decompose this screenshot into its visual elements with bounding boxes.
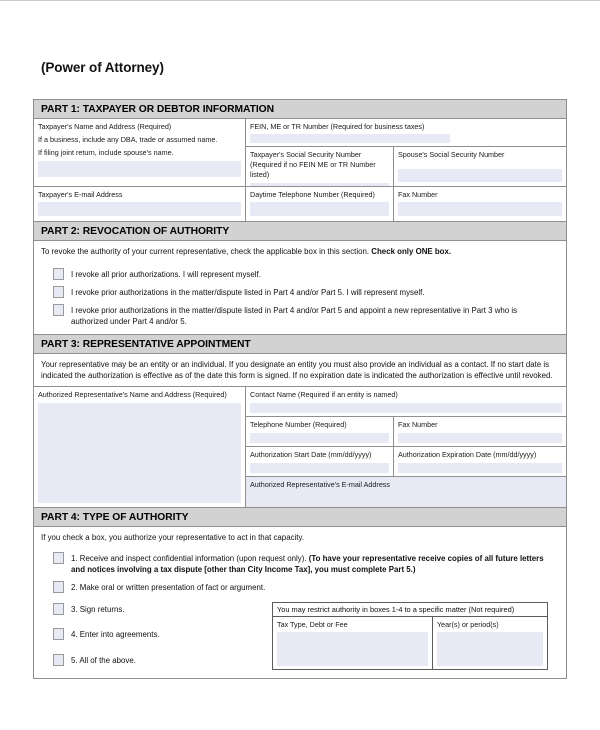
representative-fax-field[interactable]: [394, 417, 566, 447]
part2-option-1-label: I revoke all prior authorizations. I will represent myself.: [71, 270, 261, 280]
part4-option-3[interactable]: [41, 603, 265, 616]
part4-options-bottom-list: [34, 603, 272, 667]
representative-telephone-label: Telephone Number (Required): [250, 420, 347, 430]
part4-option-1-emphasis: (To have your representative receive copies of all future letters and notices involving a tax dispute [other than City Income Tax], you must complete Part 5.): [71, 553, 544, 575]
part2-option-3-label: I revoke prior authorizations in the matter/dispute listed in Part 4 and/or Part 5 and appoint a new representative in Part 3 who is authorized under Part 4 and/or 5.: [71, 305, 518, 327]
taxpayer-fax-field[interactable]: [394, 187, 566, 221]
part2-intro: [34, 241, 566, 261]
part2-option-2[interactable]: [41, 286, 559, 299]
authorization-start-date-label: Authorization Start Date (mm/dd/yyyy): [250, 450, 372, 460]
part1-right-column: [246, 119, 566, 221]
restriction-table-columns: [273, 617, 547, 669]
checkbox-icon[interactable]: [53, 654, 64, 666]
spouse-ssn-label: Spouse's Social Security Number: [398, 150, 505, 159]
representative-fax-label: Fax Number: [398, 420, 438, 430]
authorization-expiration-date-input[interactable]: [398, 463, 562, 473]
taxpayer-name-note-2: If filing joint return, include spouse's name.: [38, 148, 174, 158]
representative-name-address-field[interactable]: [34, 387, 246, 507]
representative-name-address-label: Authorized Representative's Name and Address (Required): [38, 390, 227, 400]
taxpayer-fax-input[interactable]: [398, 202, 562, 216]
representative-email-label: Authorized Representative's E-mail Address: [250, 480, 390, 490]
part4-intro: If you check a box, you authorize your representative to act in that capacity.: [41, 533, 305, 543]
daytime-telephone-input[interactable]: [250, 202, 389, 216]
taxpayer-fax-label: Fax Number: [398, 190, 438, 199]
part4-options-bottom: [34, 594, 272, 673]
fein-me-tr-label: FEIN, ME or TR Number (Required for business taxes): [250, 122, 425, 131]
tax-type-header: Tax Type, Debt or Fee: [277, 619, 348, 629]
page-top-rule: [0, 0, 600, 1]
authorization-expiration-date-label: Authorization Expiration Date (mm/dd/yyyy): [398, 450, 537, 460]
authorization-start-date-input[interactable]: [250, 463, 389, 473]
authorization-expiration-date-field[interactable]: [394, 447, 566, 477]
taxpayer-name-address-field[interactable]: [34, 119, 246, 187]
part3-dates-row: [246, 447, 566, 477]
part1-left-column: [34, 119, 246, 221]
spouse-ssn-input[interactable]: [398, 169, 562, 182]
power-of-attorney-form: [33, 99, 567, 679]
part3-heading: PART 3: REPRESENTATIVE APPOINTMENT: [34, 334, 566, 354]
part2-option-3[interactable]: [41, 304, 559, 328]
taxpayer-name-address-label: Taxpayer's Name and Address (Required): [38, 122, 172, 131]
representative-fax-input[interactable]: [398, 433, 562, 443]
fein-me-tr-field[interactable]: [246, 119, 566, 147]
checkbox-icon[interactable]: [53, 286, 64, 298]
part4-option-3-label: 3. Sign returns.: [71, 604, 125, 614]
part2-heading: PART 2: REVOCATION OF AUTHORITY: [34, 221, 566, 241]
part4-option-5-label: 5. All of the above.: [71, 655, 136, 665]
taxpayer-name-note-1: If a business, include any DBA, trade or assumed name.: [38, 135, 218, 145]
ssn-row: [246, 147, 566, 187]
taxpayer-name-address-input[interactable]: [38, 161, 241, 177]
daytime-telephone-label: Daytime Telephone Number (Required): [250, 190, 375, 199]
part2-option-1[interactable]: [41, 268, 559, 281]
restriction-table: [272, 602, 548, 670]
part4-options-top: [34, 545, 566, 594]
part2-intro-plain: To revoke the authority of your current representative, check the applicable box in this section.: [41, 247, 372, 256]
tax-type-column[interactable]: [273, 617, 433, 669]
part3-right-column: [246, 387, 566, 507]
part3-intro: Your representative may be an entity or an individual. If you designate an entity you must also provide an individual as a contact. If no start date is indicated the authorization is effective as of the date this form is signed. If no expiration date is indicated the authorization is effective until revoked.: [34, 354, 566, 388]
spouse-ssn-field[interactable]: [394, 147, 566, 187]
part4-option-4-label: 4. Enter into agreements.: [71, 630, 160, 640]
years-periods-column[interactable]: [433, 617, 547, 669]
tax-type-input[interactable]: [277, 632, 428, 666]
restriction-table-heading: You may restrict authority in boxes 1-4 to a specific matter (Not required): [273, 603, 547, 617]
part3-grid: [34, 387, 566, 507]
part4-option-1-label: [71, 552, 559, 576]
part4-option-1[interactable]: [41, 552, 559, 576]
part1-heading: PART 1: TAXPAYER OR DEBTOR INFORMATION: [34, 100, 566, 119]
taxpayer-email-label: Taxpayer's E-mail Address: [38, 190, 123, 199]
checkbox-icon[interactable]: [53, 304, 64, 316]
checkbox-icon[interactable]: [53, 268, 64, 280]
part4-lower-section: [34, 594, 566, 678]
years-periods-input[interactable]: [437, 632, 543, 666]
contact-name-label: Contact Name (Required if an entity is named): [250, 390, 398, 400]
part4-heading: PART 4: TYPE OF AUTHORITY: [34, 507, 566, 527]
checkbox-icon[interactable]: [53, 628, 64, 640]
part3-phone-fax-row: [246, 417, 566, 447]
taxpayer-ssn-label: Taxpayer's Social Security Number (Required if no FEIN ME or TR Number listed): [250, 150, 376, 180]
taxpayer-ssn-field[interactable]: [246, 147, 394, 187]
representative-telephone-input[interactable]: [250, 433, 389, 443]
part3-left-column: [34, 387, 246, 507]
page-title: (Power of Attorney): [41, 60, 164, 75]
part4-option-4[interactable]: [41, 628, 265, 641]
part2-options: [34, 261, 566, 333]
contact-name-field[interactable]: [246, 387, 566, 417]
years-periods-header: Year(s) or period(s): [437, 619, 499, 629]
part2-intro-emphasis: Check only ONE box.: [371, 247, 452, 256]
part1-grid: [34, 119, 566, 221]
restriction-table-wrapper: [272, 594, 566, 678]
representative-email-field[interactable]: [246, 477, 566, 507]
taxpayer-email-input[interactable]: [38, 202, 241, 216]
part4-option-2[interactable]: [41, 581, 559, 594]
taxpayer-email-field[interactable]: [34, 187, 246, 221]
authorization-start-date-field[interactable]: [246, 447, 394, 477]
daytime-telephone-field[interactable]: [246, 187, 394, 221]
fein-me-tr-input[interactable]: [250, 134, 450, 143]
part4-option-5[interactable]: [41, 654, 265, 667]
checkbox-icon[interactable]: [53, 552, 64, 564]
phone-fax-row: [246, 187, 566, 221]
representative-name-address-input[interactable]: [38, 403, 241, 503]
checkbox-icon[interactable]: [53, 581, 64, 593]
part2-option-2-label: I revoke prior authorizations in the matter/dispute listed in Part 4 and/or Part 5. I will represent myself.: [71, 287, 425, 297]
part4-option-1-plain: 1. Receive and inspect confidential information (upon request only).: [71, 553, 309, 563]
contact-name-input[interactable]: [250, 403, 562, 413]
representative-telephone-field[interactable]: [246, 417, 394, 447]
checkbox-icon[interactable]: [53, 603, 64, 615]
part4-option-2-label: 2. Make oral or written presentation of fact or argument.: [71, 583, 266, 592]
